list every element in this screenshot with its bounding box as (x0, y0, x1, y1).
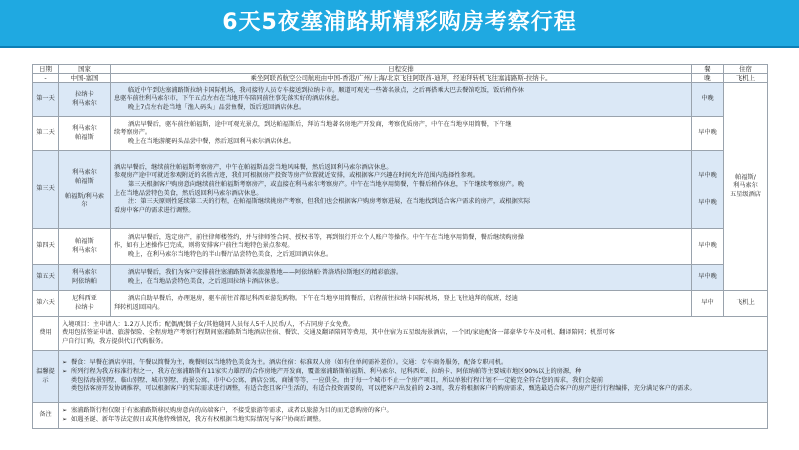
remarks-label: 备注 (33, 403, 59, 429)
day-label: 第一天 (33, 83, 59, 117)
remarks-text: 如遇圣诞、新年等法定假日或其他特殊情况，我方有权根据当地实际情况与客户协商后调整。 (71, 415, 325, 423)
day-meal: 早中 (692, 291, 724, 317)
day-schedule (111, 229, 692, 265)
day-meal: 早中晚 (692, 117, 724, 151)
day-row (33, 83, 768, 117)
title-bar (0, 0, 799, 48)
tips-row (33, 351, 768, 403)
schedule-line: 酒店早餐后，继续前往帕福斯考察房产，中午在帕福斯品尝当地风味餐，然后返回利马索尔酒店休息。 (114, 163, 393, 171)
tips-label: 温馨提示 (33, 351, 59, 403)
day-label: 第四天 (33, 229, 59, 265)
schedule-line: 临近中午到达塞浦路斯拉纳卡国际机场，我司接待人员专车接送到拉纳卡市。顺道可观光一些著名景点，之后再搭乘大巴去餐馆吃饭，饭后稍作休 (128, 86, 524, 94)
hotel-line: 利马索尔 (733, 182, 758, 190)
city-name: 帕福斯 (75, 133, 94, 141)
itinerary-table (32, 64, 768, 429)
day-label: 第二天 (33, 117, 59, 151)
fees-line: 户自行订购，我方提供代订代购服务。 (62, 337, 168, 345)
day-cities (59, 117, 111, 151)
day-cities (59, 291, 111, 317)
sub-meal: 晚 (692, 74, 724, 83)
tips-line: 类包括海景别墅、临山别墅、城市别墅、海景公寓、市中心公寓、酒店公寓、商铺等等，一应俱全。由于每一个城市不止一个房产项目，所以单独行程计划不一定能完全符合您的需求，我们会提前 (71, 376, 604, 384)
fees-content (59, 317, 768, 351)
schedule-line: 酒店早餐后，驱车前往帕福斯，途中可观光景点，到达帕福斯后，拜访当地著名房地产开发商，考察优质房产，中午在当地享用简餐，下午继 (128, 120, 512, 128)
schedule-line: 看房中客户的需求进行调整。 (114, 206, 195, 214)
city-name: 阿依纳帕 (72, 277, 97, 285)
schedule-line: 晚上，在当地品尝特色美食，之后返回拉纳卡酒店休息。 (128, 277, 283, 285)
bullet-arrow-icon: ➢ (62, 406, 68, 414)
day-hotel: 飞机上 (724, 291, 768, 317)
city-name: 利马索尔 (72, 246, 97, 254)
meal-line: 早中晚 (698, 171, 717, 179)
schedule-line: 拜转机返回国内。 (114, 303, 164, 311)
city-name: 尼科西亚 (72, 294, 97, 302)
remarks-content (59, 403, 768, 429)
schedule-line: 酒店早餐后，我们为客户安排前往塞浦路斯著名旅游胜地——阿依纳帕·普洛塔拉斯地区的精彩旅游。 (128, 268, 403, 276)
day-meal (692, 151, 724, 229)
day-row (33, 291, 768, 317)
tips-text: 所列行程为我方标准行程之一，我方在塞浦路斯有11家实力雄厚的合作房地产开发商，覆盖塞浦路斯帕福斯、利马索尔、尼科西亚、拉纳卡、阿依纳帕等主要城市地区90%以上的房源，种 (71, 367, 582, 375)
tips-line: 类包括客房开发协调推荐，可以根据客户的实际需求进行调整，有适合您且客户生活的，有适合投资需要的，可以把客户出发前的 2-3周，我方将根据客户的购房需求，甄选最适合客户的房产进行行程编排，充分满足客户的需求。 (71, 385, 696, 393)
schedule-line: 酒店自助早餐后，办理退房，驱车前往首都尼科西亚游览购物。下午在当地享用简餐后，启程前往拉纳卡国际机场，登上飞往迪拜的航班，经迪 (128, 294, 518, 302)
schedule-line: 注：第三天原则性延续第二天的行程，在帕福斯继续挑房产考察，但我们也会根据客户购房考察进展，在当地找到适合客户需求的房产，或根据实际 (128, 198, 531, 206)
day-label: 第三天 (33, 151, 59, 229)
city-name: 帕福斯 (75, 177, 94, 185)
schedule-line: 第三天根据客户购房意向继续前往帕福斯考察房产，或直接在利马索尔考察房产。中午在当地享用简餐，午餐后稍作休息，下午继续考察房产。晚 (128, 180, 524, 188)
day-schedule (111, 117, 692, 151)
city-name: 拉纳卡 (75, 90, 94, 98)
page-title: 6天5夜塞浦路斯精彩购房考察行程 (222, 10, 577, 35)
schedule-line: 续考察房产。 (114, 129, 152, 137)
schedule-line: 参观房产途中可就近参观附近的名胜古迹，我们可根据房产投资等房产位置就近安排，或根据客户兴趣在时间允许范围内选择性参观。 (114, 172, 480, 180)
day-schedule (111, 291, 692, 317)
day-schedule (111, 265, 692, 291)
bullet-arrow-icon: ➢ (62, 359, 68, 367)
fees-label: 费用 (33, 317, 59, 351)
header-hotel: 住宿 (724, 65, 768, 74)
day-row (33, 117, 768, 151)
day-meal: 中晚 (692, 83, 724, 117)
remarks-line (62, 416, 764, 425)
schedule-line: 息驱车前往利马索尔市，下午五点左右在当地开车陪同前往事先落实好的酒店休息。 (114, 95, 343, 103)
city-name: 利马索尔 (72, 124, 97, 132)
day-label: 第六天 (33, 291, 59, 317)
day-cities (59, 265, 111, 291)
schedule-line: 上在当地品尝特色美食，然后返回利马索尔酒店休息。 (114, 189, 263, 197)
sub-schedule: 乘坐阿联酋航空公司航班由中国-香港/广州/上海/北京飞往阿联酋-迪拜，经迪拜转机飞往塞浦路斯-拉纳卡。 (111, 74, 692, 83)
header-schedule: 日程安排 (111, 65, 692, 74)
day-meal: 早中晚 (692, 265, 724, 291)
fees-row (33, 317, 768, 351)
remarks-line (62, 407, 764, 416)
day-row (33, 265, 768, 291)
day-row (33, 229, 768, 265)
schedule-line: 作，如有上述操作已完成，则将安排客户前往当地特色景点参观。 (114, 242, 294, 250)
schedule-line: 晚上7点左右赴当地「渔人码头」品尝鱼餐，饭后返回酒店休息。 (128, 103, 306, 111)
city-name: 帕福斯/利马索尔 (64, 192, 105, 209)
schedule-line: 酒店早餐后，选定房产，前往律师楼签约，并与律师签合同、授权书等，再到银行开立个人账户等操作。中午午在当地享用简餐，餐后继续购房操 (128, 233, 524, 241)
bullet-arrow-icon: ➢ (62, 415, 68, 423)
day-row (33, 151, 768, 229)
schedule-line: 晚上，在利马索尔当地特色的半山餐厅品尝特色美食，之后返回酒店休息。 (128, 250, 333, 258)
sub-hotel: 飞机上 (724, 74, 768, 83)
city-name: 帕福斯 (75, 237, 94, 245)
hotel-merged (724, 83, 768, 291)
tips-line (62, 368, 764, 377)
city-name: 利马索尔 (72, 169, 97, 177)
day-cities (59, 83, 111, 117)
header-country: 国家 (59, 65, 111, 74)
day-cities (59, 151, 111, 229)
header-meal: 餐 (692, 65, 724, 74)
fees-line: 入境项目：主申请人：1.2万人民币；配偶/配偶子女/其他随同人员每人5千人民币/人，不占同房子女免费。 (62, 320, 355, 328)
tips-text: 餐食：早餐在酒店享用，午餐以简餐为主，晚餐则以当地特色美食为主。酒店住宿：标准双人房（如有住单间需补差价）。交通：专车商务服务，配备专职司机。 (71, 359, 508, 367)
remarks-text: 塞浦路斯行程仅限于有塞浦路斯移民购房意向的高端客户，不接受旅游等需求，或者以旅游为目的而无意购房的客户。 (71, 406, 393, 414)
day-schedule (111, 83, 692, 117)
city-name: 利马索尔 (72, 268, 97, 276)
fees-line: 费用包括签证申请、旅游保险、全程房地产考察行程期间塞浦路斯当地酒店住宿、餐饮、交通及翻译陪同等费用，其中住宿为五星级海景酒店，一个团/家庭配备一部豪华专车及司机、翻译陪同；机票可客 (62, 329, 615, 337)
city-name: 拉纳卡 (75, 303, 94, 311)
meal-line: 早中晚 (698, 198, 717, 206)
day-label: 第五天 (33, 265, 59, 291)
sub-day: - (33, 74, 59, 83)
header-day: 日期 (33, 65, 59, 74)
tips-line (62, 359, 764, 368)
day-cities (59, 229, 111, 265)
bullet-arrow-icon: ➢ (62, 367, 68, 375)
itinerary-sheet (32, 64, 767, 446)
tips-content (59, 351, 768, 403)
day-meal: 早中晚 (692, 229, 724, 265)
schedule-line: 晚上在当地游艇码头品尝中餐，然后返回利马索尔酒店休息。 (128, 137, 296, 145)
hotel-line: 帕福斯/ (735, 173, 756, 181)
city-name: 利马索尔 (72, 99, 97, 107)
sub-country: 中国-塞国 (59, 74, 111, 83)
day-schedule (111, 151, 692, 229)
hotel-line: 五星级酒店 (730, 190, 761, 198)
remarks-row (33, 403, 768, 429)
